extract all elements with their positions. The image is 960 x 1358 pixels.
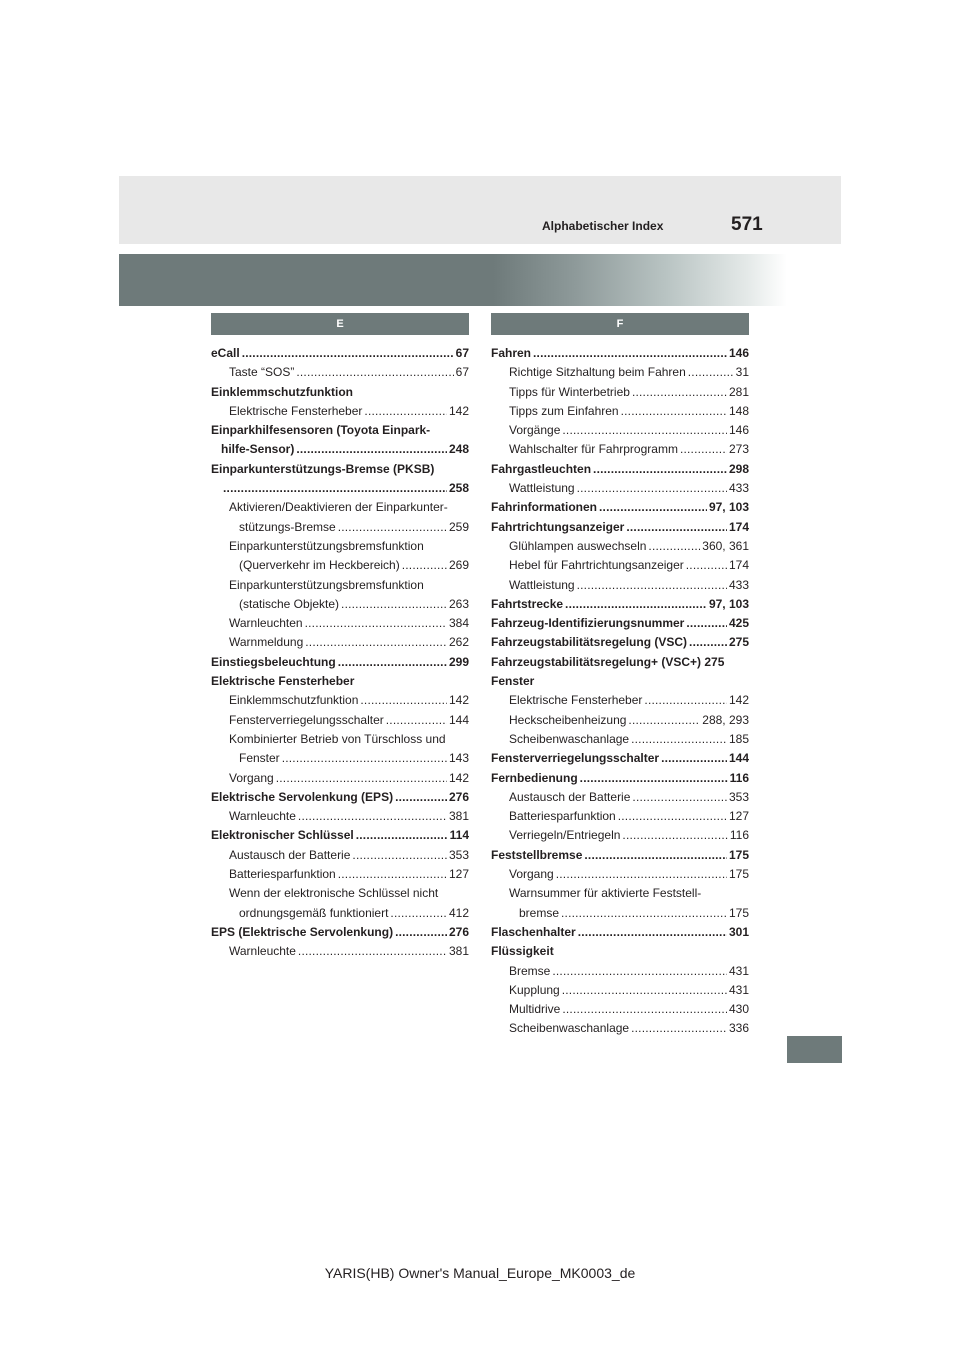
entry-page-ref: 430 (728, 1002, 749, 1017)
entry-page-ref: 143 (448, 751, 469, 766)
entry-text: Einklemmschutzfunktion (229, 693, 359, 708)
entry-text: (statische Objekte) (239, 596, 340, 611)
entry-text: Wenn der elektronische Schlüssel nicht (229, 886, 439, 901)
leader-dots (584, 846, 727, 865)
entry-text: Glühlampen auswechseln (509, 538, 647, 553)
entry-text: Elektrische Fensterheber (229, 403, 363, 418)
index-subentry (491, 440, 749, 459)
index-entry (211, 826, 469, 845)
entry-page-ref: 97, 103 (708, 500, 749, 515)
entry-text: Elektronischer Schlüssel (211, 828, 354, 843)
index-column-f (491, 313, 749, 1039)
entry-page-ref: 381 (448, 944, 469, 959)
leader-dots (599, 498, 707, 517)
entry-page-ref: 298 (728, 461, 749, 476)
entry-page-ref: 425 (728, 616, 749, 631)
entry-page-ref: 276 (448, 789, 469, 804)
index-subentry (491, 402, 749, 421)
thumb-index-tab (787, 1036, 842, 1063)
entry-text: Fahrzeugstabilitätsregelung+ (VSC+) 275 (491, 654, 725, 669)
leader-dots (305, 633, 447, 652)
index-entry (491, 846, 749, 865)
entry-text: Feststellbremse (491, 847, 583, 862)
index-entry (211, 479, 469, 498)
index-entry (491, 633, 749, 652)
index-subentry (211, 846, 469, 865)
entry-page-ref: 431 (728, 963, 749, 978)
entry-text: Taste “SOS” (229, 365, 295, 380)
leader-dots (686, 556, 727, 575)
leader-dots (364, 402, 447, 421)
leader-dots (356, 826, 448, 845)
index-entry (211, 672, 469, 691)
entry-text: Batteriesparfunktion (229, 867, 336, 882)
entry-text: Fenster (239, 751, 280, 766)
entry-text: Einparkhilfesensoren (Toyota Einpark- (211, 423, 431, 438)
page-title: Alphabetischer Index (542, 219, 664, 233)
entry-text: Fahrtstrecke (491, 596, 564, 611)
index-subentry (491, 730, 749, 749)
leader-dots (562, 421, 727, 440)
index-subentry (211, 518, 469, 537)
entry-page-ref: 431 (728, 982, 749, 997)
entry-text: Austausch der Batterie (509, 789, 631, 804)
entry-page-ref: 144 (448, 712, 469, 727)
leader-dots (298, 807, 447, 826)
entry-text: Fenster (491, 674, 535, 689)
index-subentry (211, 769, 469, 788)
leader-dots (276, 769, 447, 788)
entry-page-ref: 269 (448, 558, 469, 573)
entry-text: Richtige Sitzhaltung beim Fahren (509, 365, 686, 380)
entry-text: Heckscheibenheizung (509, 712, 627, 727)
leader-dots (680, 440, 727, 459)
entry-text: Verriegeln/Entriegeln (509, 828, 621, 843)
entry-text: Einparkunterstützungs-Bremse (PKSB) (211, 461, 435, 476)
entry-page-ref: 299 (448, 654, 469, 669)
index-entry (211, 923, 469, 942)
leader-dots (632, 383, 727, 402)
index-subentry (211, 614, 469, 633)
leader-dots (360, 691, 447, 710)
entry-page-ref: 127 (448, 867, 469, 882)
index-subentry (491, 865, 749, 884)
entry-text: Warnleuchte (229, 944, 296, 959)
index-entry (211, 421, 469, 440)
entry-text: Fensterverriegelungsschalter (229, 712, 384, 727)
entry-text: Wattleistung (509, 481, 575, 496)
entry-text: Warnleuchten (229, 616, 303, 631)
index-subentry (211, 749, 469, 768)
leader-dots (552, 962, 727, 981)
leader-dots (338, 865, 447, 884)
entry-page-ref: 116 (729, 770, 749, 785)
entry-text: Kupplung (509, 982, 560, 997)
entry-text: Aktivieren/Deaktivieren der Einparkunter- (229, 500, 448, 515)
footer-manual-id: YARIS(HB) Owner's Manual_Europe_MK0003_de (324, 1265, 636, 1281)
index-entry (211, 383, 469, 402)
index-subentry (491, 479, 749, 498)
entry-text: Tipps zum Einfahren (509, 403, 619, 418)
entry-page-ref: 384 (448, 616, 469, 631)
entry-text: Einparkunterstützungsbremsfunktion (229, 577, 424, 592)
entry-page-ref: 146 (728, 423, 749, 438)
entry-text: Fahrgastleuchten (491, 461, 592, 476)
entry-text: Wattleistung (509, 577, 575, 592)
leader-dots (626, 518, 727, 537)
leader-dots (223, 479, 447, 498)
entry-text: Tipps für Winterbetrieb (509, 384, 630, 399)
entry-page-ref: 353 (728, 789, 749, 804)
leader-dots (386, 711, 447, 730)
leader-dots (631, 1019, 727, 1038)
entry-text: Einparkunterstützungsbremsfunktion (229, 538, 424, 553)
entry-text: Scheibenwaschanlage (509, 731, 630, 746)
entry-text: Fahrzeug-Identifizierungsnummer (491, 616, 685, 631)
entry-text: Bremse (509, 963, 551, 978)
index-subentry (491, 826, 749, 845)
leader-dots (644, 691, 727, 710)
entry-text: Multidrive (509, 1002, 561, 1017)
index-subentry (491, 363, 749, 382)
entry-page-ref: 185 (728, 731, 749, 746)
index-subentry (491, 981, 749, 1000)
leader-dots (296, 363, 453, 382)
entry-text: Fahrinformationen (491, 500, 598, 515)
entry-text: Fensterverriegelungsschalter (491, 751, 660, 766)
index-subentry (211, 730, 469, 749)
entry-page-ref: 381 (448, 809, 469, 824)
entry-text: Fernbedienung (491, 770, 578, 785)
index-subentry (211, 884, 469, 903)
index-subentry (211, 711, 469, 730)
entry-text: Scheibenwaschanlage (509, 1021, 630, 1036)
entry-text: stützungs-Bremse (239, 519, 336, 534)
entry-text: Elektrische Fensterheber (509, 693, 643, 708)
entry-text: eCall (211, 346, 240, 360)
leader-dots (628, 711, 700, 730)
index-subentry (211, 942, 469, 961)
entry-page-ref: 262 (448, 635, 469, 650)
entry-page-ref: 175 (728, 847, 749, 862)
index-entries (491, 344, 749, 1039)
index-subentry (491, 537, 749, 556)
chapter-gradient-band (119, 254, 787, 306)
leader-dots (298, 942, 447, 961)
index-entry (491, 653, 749, 672)
entry-text: Elektrische Fensterheber (211, 674, 355, 689)
leader-dots (305, 614, 447, 633)
index-entry (491, 595, 749, 614)
index-entry (491, 923, 749, 942)
entry-page-ref: 412 (448, 905, 469, 920)
index-entry (211, 653, 469, 672)
index-subentry (491, 556, 749, 575)
entry-page-ref: 144 (728, 751, 749, 766)
leader-dots (593, 460, 727, 479)
leader-dots (621, 402, 727, 421)
entry-text: Vorgang (229, 770, 274, 785)
leader-dots (352, 846, 447, 865)
entry-page-ref: 276 (448, 924, 469, 939)
index-subentry (491, 807, 749, 826)
index-entry (491, 518, 749, 537)
index-subentry (211, 402, 469, 421)
leader-dots (282, 749, 447, 768)
entry-page-ref: 114 (449, 828, 469, 843)
index-subentry (211, 865, 469, 884)
index-entry (211, 344, 469, 363)
leader-dots (632, 788, 727, 807)
entry-page-ref: 353 (448, 847, 469, 862)
entry-text: Flüssigkeit (491, 944, 554, 959)
leader-dots (686, 614, 727, 633)
leader-dots (296, 440, 447, 459)
entry-page-ref: 360, 361 (702, 538, 749, 553)
entry-page-ref: 67 (455, 365, 469, 380)
entry-page-ref: 116 (729, 828, 749, 843)
entry-page-ref: 288, 293 (702, 712, 749, 727)
index-entry (491, 498, 749, 517)
leader-dots (561, 904, 727, 923)
leader-dots (395, 788, 447, 807)
entry-text: Einstiegsbeleuchtung (211, 654, 336, 669)
entry-text: Warnleuchte (229, 809, 296, 824)
entry-page-ref: 433 (728, 481, 749, 496)
leader-dots (395, 923, 447, 942)
leader-dots (689, 633, 727, 652)
index-entry (211, 460, 469, 479)
index-subentry (491, 962, 749, 981)
page-number: 571 (731, 214, 763, 235)
entry-page-ref: 248 (448, 442, 469, 457)
entry-text: EPS (Elektrische Servolenkung) (211, 924, 394, 939)
index-entry (491, 344, 749, 363)
entry-page-ref: 174 (728, 558, 749, 573)
leader-dots (631, 730, 727, 749)
entry-text: ordnungsgemäß funktioniert (239, 905, 389, 920)
entry-page-ref: 146 (728, 346, 749, 360)
index-subentry (491, 904, 749, 923)
index-subentry (211, 633, 469, 652)
index-subentry (491, 884, 749, 903)
entry-page-ref: 142 (448, 693, 469, 708)
leader-dots (556, 865, 727, 884)
index-column-e (211, 313, 469, 962)
index-subentry (211, 807, 469, 826)
leader-dots (577, 576, 727, 595)
entry-page-ref: 259 (448, 519, 469, 534)
leader-dots (688, 363, 734, 382)
entry-page-ref: 175 (728, 867, 749, 882)
index-subentry (211, 556, 469, 575)
entry-text: Vorgänge (509, 423, 561, 438)
index-subentry (491, 1000, 749, 1019)
entry-text: Flaschenhalter (491, 924, 576, 939)
entry-page-ref: 148 (728, 403, 749, 418)
entry-page-ref: 273 (728, 442, 749, 457)
leader-dots (562, 981, 727, 1000)
index-subentry (211, 595, 469, 614)
entry-page-ref: 433 (728, 577, 749, 592)
entry-page-ref: 174 (728, 519, 749, 534)
index-entry (211, 788, 469, 807)
entry-page-ref: 175 (728, 905, 749, 920)
leader-dots (338, 518, 447, 537)
index-subentry (491, 1019, 749, 1038)
letter-heading: F (491, 313, 749, 335)
entry-page-ref: 127 (728, 809, 749, 824)
entry-page-ref: 336 (728, 1021, 749, 1036)
entry-page-ref: 67 (455, 346, 469, 360)
entry-text: Vorgang (509, 867, 554, 882)
index-subentry (491, 576, 749, 595)
leader-dots (580, 769, 728, 788)
entry-text: Warnsummer für aktivierte Feststell- (509, 886, 702, 901)
entry-text: Elektrische Servolenkung (EPS) (211, 789, 394, 804)
index-subentry (491, 711, 749, 730)
entry-page-ref: 281 (728, 384, 749, 399)
entry-text: Batteriesparfunktion (509, 809, 616, 824)
index-entries (211, 344, 469, 962)
entry-text: Fahrtrichtungsanzeiger (491, 519, 625, 534)
entry-page-ref: 142 (728, 693, 749, 708)
leader-dots (562, 1000, 727, 1019)
index-entry (211, 440, 469, 459)
entry-text: Austausch der Batterie (229, 847, 351, 862)
entry-page-ref: 263 (448, 596, 469, 611)
leader-dots (618, 807, 727, 826)
leader-dots (242, 344, 454, 363)
index-subentry (211, 576, 469, 595)
leader-dots (402, 556, 447, 575)
leader-dots (565, 595, 707, 614)
index-subentry (211, 691, 469, 710)
entry-page-ref: 31 (735, 365, 749, 380)
entry-text: Einklemmschutzfunktion (211, 384, 354, 399)
index-entry (491, 614, 749, 633)
entry-page-ref: 142 (448, 770, 469, 785)
leader-dots (578, 923, 727, 942)
entry-page-ref: 258 (448, 481, 469, 496)
index-subentry (491, 421, 749, 440)
index-subentry (211, 363, 469, 382)
entry-text: hilfe-Sensor) (221, 442, 295, 457)
index-subentry (211, 904, 469, 923)
entry-text: (Querverkehr im Heckbereich) (239, 558, 400, 573)
index-subentry (491, 691, 749, 710)
leader-dots (341, 595, 447, 614)
leader-dots (533, 344, 727, 363)
entry-text: Fahrzeugstabilitätsregelung (VSC) (491, 635, 688, 650)
entry-text: Warnmeldung (229, 635, 304, 650)
entry-page-ref: 275 (728, 635, 749, 650)
leader-dots (661, 749, 727, 768)
entry-text: Kombinierter Betrieb von Türschloss und (229, 731, 446, 746)
entry-text: bremse (519, 905, 560, 920)
leader-dots (338, 653, 447, 672)
index-subentry (211, 537, 469, 556)
index-entry (491, 769, 749, 788)
entry-page-ref: 142 (448, 403, 469, 418)
index-entry (491, 942, 749, 961)
entry-page-ref: 97, 103 (708, 596, 749, 611)
leader-dots (648, 537, 700, 556)
leader-dots (577, 479, 727, 498)
entry-text: Hebel für Fahrtrichtungsanzeiger (509, 558, 684, 573)
entry-text: Fahren (491, 346, 532, 360)
index-entry (491, 749, 749, 768)
leader-dots (390, 904, 447, 923)
index-subentry (491, 788, 749, 807)
entry-text: Wahlschalter für Fahrprogramm (509, 442, 678, 457)
index-subentry (491, 383, 749, 402)
letter-heading: E (211, 313, 469, 335)
index-entry (491, 460, 749, 479)
index-entry (491, 672, 749, 691)
entry-page-ref: 301 (728, 924, 749, 939)
leader-dots (622, 826, 727, 845)
index-subentry (211, 498, 469, 517)
